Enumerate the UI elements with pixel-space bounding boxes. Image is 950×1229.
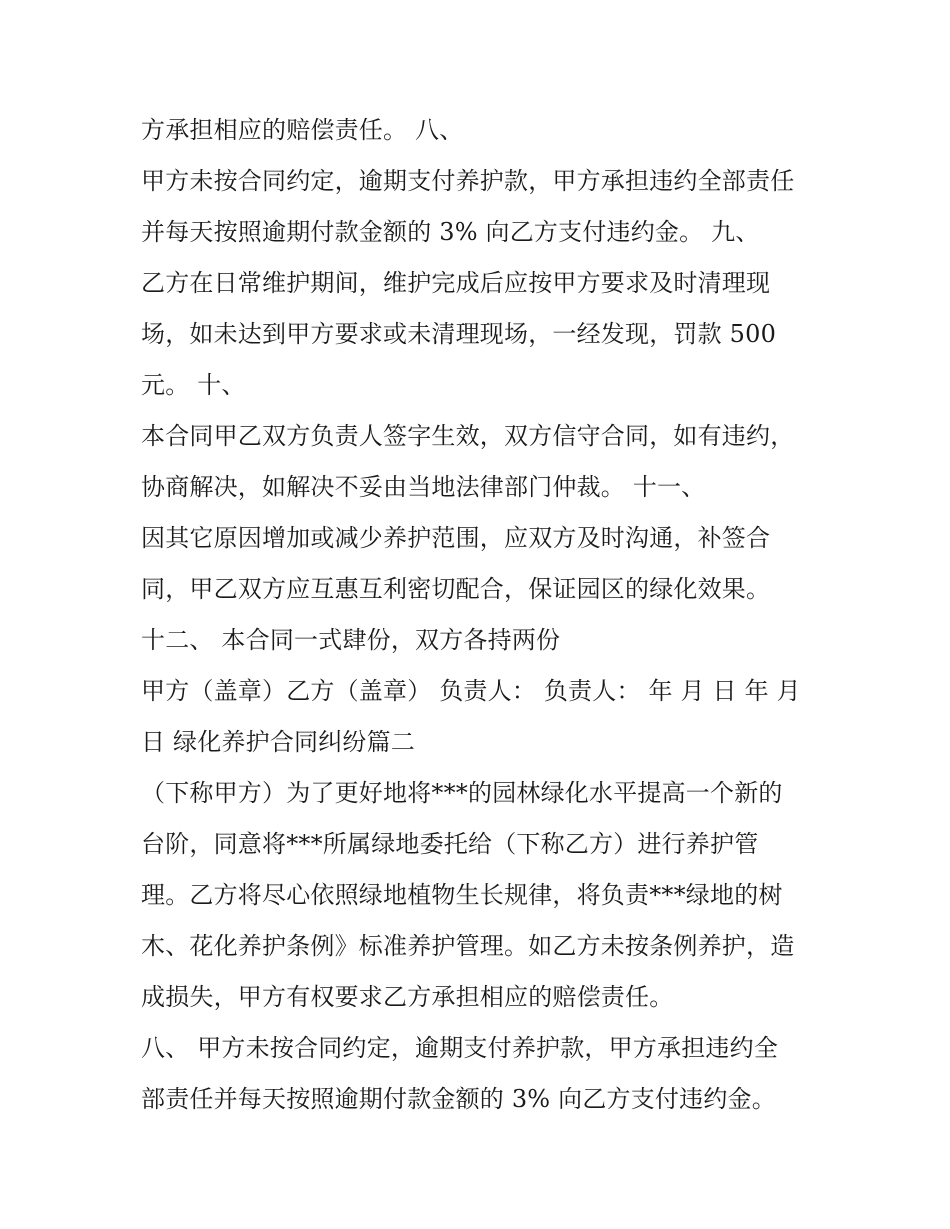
text-line: 乙方在日常维护期间，维护完成后应按甲方要求及时清理现 xyxy=(141,269,771,297)
text-line: 成损失，甲方有权要求乙方承担相应的赔偿责任。 xyxy=(141,983,674,1011)
text-line: （下称甲方）为了更好地将***的园林绿化水平提高一个新的 xyxy=(141,779,783,807)
text-line: 场，如未达到甲方要求或未清理现场，一经发现，罚款 500 xyxy=(141,320,777,348)
text-line: 台阶，同意将***所属绿地委托给（下称乙方）进行养护管 xyxy=(141,830,759,858)
text-line: 八、 甲方未按合同约定，逾期支付养护款，甲方承担违约全 xyxy=(141,1034,779,1062)
text-line: 方承担相应的赔偿责任。 八、 xyxy=(141,116,464,144)
text-line: 元。 十、 xyxy=(141,371,246,399)
text-line: 理。乙方将尽心依照绿地植物生长规律，将负责***绿地的树 xyxy=(141,881,783,909)
text-line: 本合同甲乙双方负责人签字生效，双方信守合同，如有违约， xyxy=(141,422,795,450)
text-line: 十二、 本合同一式肆份，双方各持两份 xyxy=(141,626,561,654)
text-line: 木、花化养护条例》标准养护管理。如乙方未按条例养护，造 xyxy=(141,932,795,960)
text-line: 甲方未按合同约定，逾期支付养护款，甲方承担违约全部责任 xyxy=(141,167,795,195)
text-line: 并每天按照逾期付款金额的 3% 向乙方支付违约金。 九、 xyxy=(141,218,760,246)
text-line: 协商解决，如解决不妥由当地法律部门仲裁。 十一、 xyxy=(141,473,706,501)
text-line: 日 绿化养护合同纠纷篇二 xyxy=(141,728,416,756)
text-line: 部责任并每天按照逾期付款金额的 3% 向乙方支付违约金。 xyxy=(141,1085,776,1113)
text-line: 同，甲乙双方应互惠互利密切配合，保证园区的绿化效果。 xyxy=(141,575,771,603)
text-line: 因其它原因增加或减少养护范围，应双方及时沟通，补签合 xyxy=(141,524,771,552)
text-line: 甲方（盖章）乙方（盖章） 负责人： 负责人： 年 月 日 年 月 xyxy=(141,677,801,705)
document-body xyxy=(141,105,816,1125)
